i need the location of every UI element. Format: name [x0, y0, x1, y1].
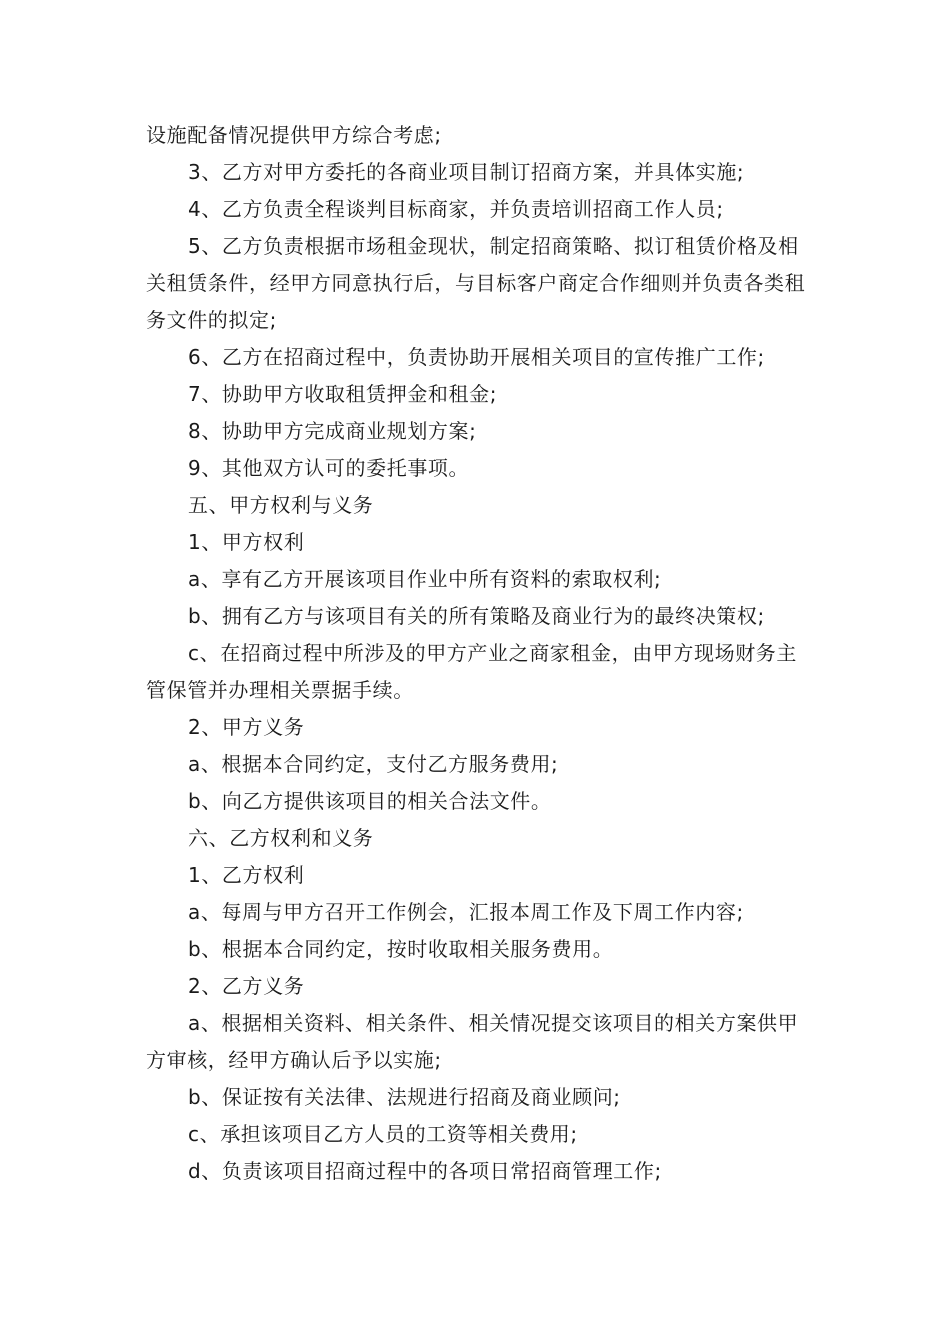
paragraph: b、向乙方提供该项目的相关合法文件。	[188, 789, 552, 813]
section-heading: 五、甲方权利与义务	[188, 493, 374, 517]
paragraph: c、承担该项目乙方人员的工资等相关费用;	[188, 1122, 578, 1146]
section-heading: 六、乙方权利和义务	[188, 826, 374, 850]
paragraph: a、根据相关资料、相关条件、相关情况提交该项目的相关方案供甲方审核，经甲方确认后予以实施;	[146, 1011, 799, 1072]
paragraph: b、拥有乙方与该项目有关的所有策略及商业行为的最终决策权;	[188, 604, 765, 628]
paragraph: 5、乙方负责根据市场租金现状，制定招商策略、拟订租赁价格及相关租赁条件，经甲方同意执行后，与目标客户商定合作细则并负责各类租务文件的拟定;	[146, 234, 806, 332]
paragraph: 7、协助甲方收取租赁押金和租金;	[188, 382, 498, 406]
paragraph: b、保证按有关法律、法规进行招商及商业顾问;	[188, 1085, 621, 1109]
subsection-heading: 2、乙方义务	[188, 974, 305, 998]
subsection-heading: 1、甲方权利	[188, 530, 305, 554]
paragraph: a、每周与甲方召开工作例会，汇报本周工作及下周工作内容;	[188, 900, 744, 924]
paragraph: d、负责该项目招商过程中的各项日常招商管理工作;	[188, 1159, 662, 1183]
paragraph: b、根据本合同约定，按时收取相关服务费用。	[188, 937, 614, 961]
paragraph: 9、其他双方认可的委托事项。	[188, 456, 470, 480]
paragraph: c、在招商过程中所涉及的甲方产业之商家租金，由甲方现场财务主管保管并办理相关票据手续。	[146, 641, 797, 702]
document-body	[146, 117, 816, 1190]
paragraph: 8、协助甲方完成商业规划方案;	[188, 419, 477, 443]
paragraph: 设施配备情况提供甲方综合考虑;	[146, 123, 442, 147]
paragraph: 4、乙方负责全程谈判目标商家，并负责培训招商工作人员;	[188, 197, 724, 221]
paragraph: 3、乙方对甲方委托的各商业项目制订招商方案，并具体实施;	[188, 160, 745, 184]
paragraph: a、根据本合同约定，支付乙方服务费用;	[188, 752, 559, 776]
subsection-heading: 2、甲方义务	[188, 715, 305, 739]
paragraph: 6、乙方在招商过程中，负责协助开展相关项目的宣传推广工作;	[188, 345, 765, 369]
subsection-heading: 1、乙方权利	[188, 863, 305, 887]
paragraph: a、享有乙方开展该项目作业中所有资料的索取权利;	[188, 567, 662, 591]
